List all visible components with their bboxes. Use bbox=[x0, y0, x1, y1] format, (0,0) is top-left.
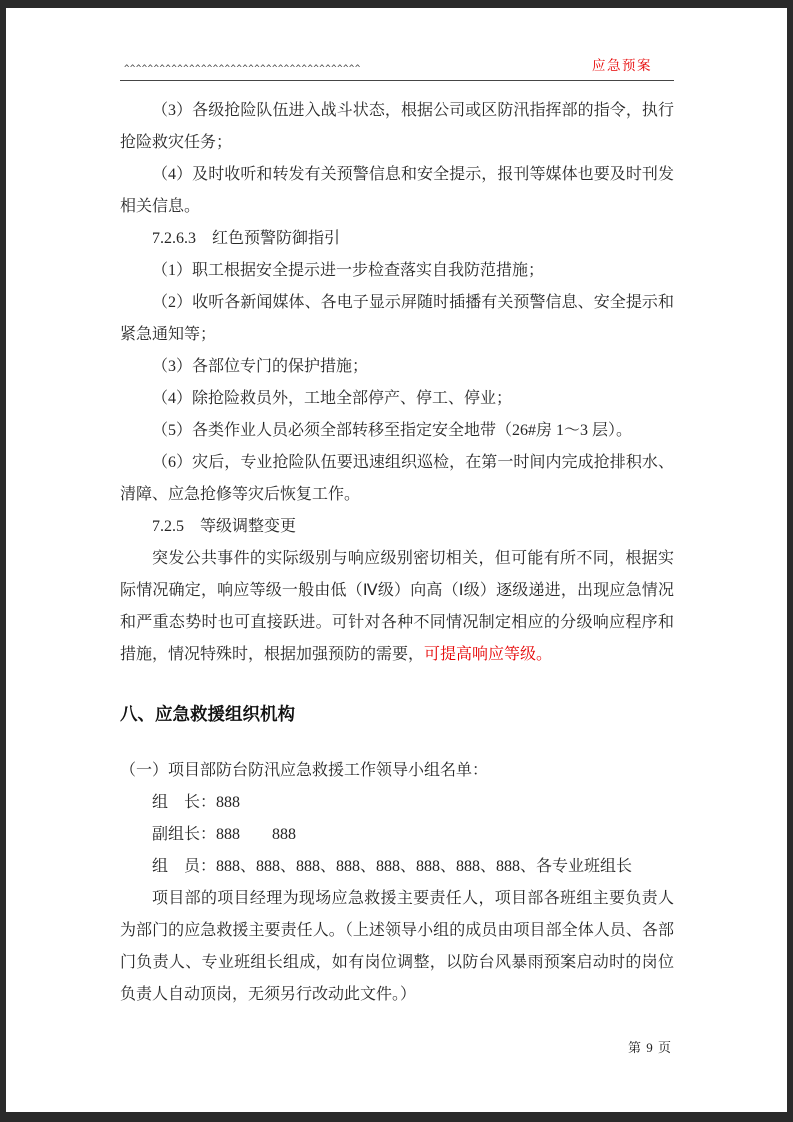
paragraph-item-3: （3）各级抢险队伍进入战斗状态，根据公司或区防汛指挥部的指令，执行抢险救灾任务； bbox=[120, 102, 674, 151]
closing-paragraph: 项目部的项目经理为现场应急救援主要责任人，项目部各班组主要负责人为部门的应急救援主要责任人。（上述领导小组的成员由项目部全体人员、各部门负责人、专业班组长组成，如有岗位调整，以防台风暴雨预案启动时的岗位负责人自动顶岗，无须另行改动此文件。） bbox=[120, 890, 674, 1003]
roster-intro: （一）项目部防台防汛应急救援工作领导小组名单： bbox=[120, 762, 489, 779]
clause-heading-7-2-5: 7.2.5 等级调整变更 bbox=[152, 518, 297, 535]
level-adjust-text: 突发公共事件的实际级别与响应级别密切相关，但可能有所不同，根据实际情况确定，响应等级一般由低（Ⅳ级）向高（Ⅰ级）逐级递进，出现应急情况和严重态势时也可直接跃进。可针对各种不同情况制定相应的分级响应程序和措施，情况特殊时，根据加强预防的需要， bbox=[120, 550, 674, 663]
document-page bbox=[6, 8, 787, 1112]
paragraph-red-item-2: （2）收听各新闻媒体、各电子显示屏随时插播有关预警信息、安全提示和紧急通知等； bbox=[120, 294, 674, 343]
roster-members-line: 组 员：888、888、888、888、888、888、888、888、各专业班组长 bbox=[152, 858, 633, 875]
page-footer bbox=[628, 1037, 672, 1056]
document-content bbox=[120, 8, 674, 1011]
level-adjust-paragraph bbox=[120, 543, 674, 671]
paragraph-item-4: （4）及时收听和转发有关预警信息和安全提示，报刊等媒体也要及时刊发相关信息。 bbox=[120, 166, 674, 215]
roster-leader-line: 组 长：888 bbox=[152, 794, 241, 811]
paragraph-red-item-3: （3）各部位专门的保护措施； bbox=[152, 358, 369, 375]
header-doc-title: 应急预案 bbox=[592, 58, 652, 73]
paragraph-red-item-5: （5）各类作业人员必须全部转移至指定安全地带（26#房 1～3 层）。 bbox=[152, 422, 633, 439]
header-decoration-marks: ^^^^^^^^^^^^^^^^^^^^^^^^^^^^^^^^^^^^^^^^ bbox=[124, 64, 361, 74]
paragraph-red-item-1: （1）职工根据安全提示进一步检查落实自我防范措施； bbox=[152, 262, 545, 279]
page-number: 第 9 页 bbox=[627, 1040, 672, 1055]
section-heading-8: 八、应急救援组织机构 bbox=[120, 704, 295, 724]
red-highlight-text: 可提高响应等级。 bbox=[424, 646, 553, 663]
roster-deputy-line: 副组长：888 888 bbox=[152, 826, 297, 843]
paragraph-red-item-4: （4）除抢险救员外，工地全部停产、停工、停业； bbox=[152, 390, 513, 407]
document-body bbox=[120, 81, 674, 1011]
page-header bbox=[120, 8, 674, 81]
clause-heading-7-2-6-3: 7.2.6.3 红色预警防御指引 bbox=[152, 230, 341, 247]
paragraph-red-item-6: （6）灾后，专业抢险队伍要迅速组织巡检，在第一时间内完成抢排积水、清障、应急抢修等灾后恢复工作。 bbox=[120, 454, 674, 503]
